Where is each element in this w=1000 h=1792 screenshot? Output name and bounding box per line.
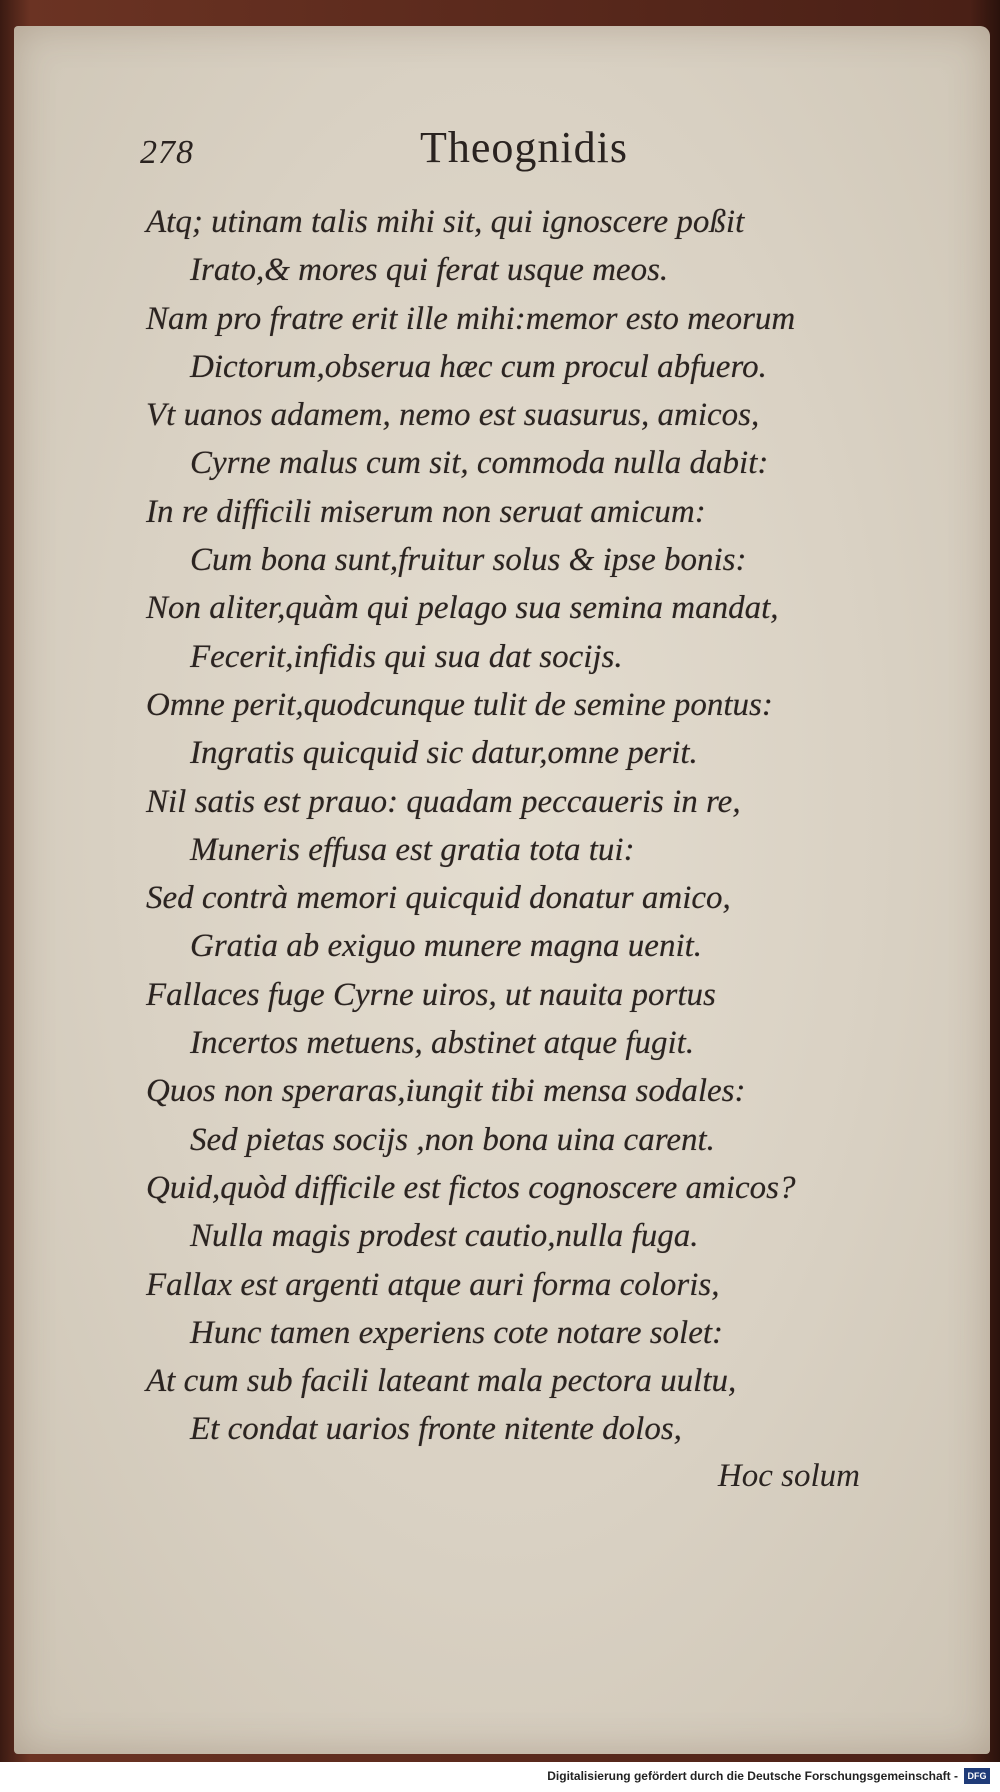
verse-line: Atq; utinam talis mihi sit, qui ignoscere poßit [146, 204, 745, 240]
digitization-footer [0, 1762, 1000, 1792]
verse-line: Gratia ab exiguo munere magna uenit. [190, 928, 703, 965]
page-number: 278 [140, 134, 194, 171]
verse-line: Fecerit,infidis qui sua dat socijs. [190, 638, 623, 675]
verse-line: Cum bona sunt,fruitur solus & ipse bonis: [190, 542, 747, 579]
verse-line: Irato,& mores qui ferat usque meos. [190, 252, 669, 289]
verse-line: Ingratis quicquid sic datur,omne perit. [190, 735, 698, 772]
verse-line: Quid,quòd difficile est fictos cognoscere amicos? [146, 1169, 796, 1206]
verse-line: Omne perit,quodcunque tulit de semine pontus: [146, 686, 773, 723]
verse-line: Cyrne malus cum sit, commoda nulla dabit: [190, 445, 769, 482]
funding-credit: Digitalisierung gefördert durch die Deutsche Forschungsgemeinschaft - [547, 1769, 958, 1783]
verse-line: Fallaces fuge Cyrne uiros, ut nauita portus [146, 976, 716, 1013]
page-header [14, 122, 990, 182]
running-title: Theognidis [420, 123, 628, 172]
book-page [14, 26, 990, 1754]
verse-line: Quos non speraras,iungit tibi mensa sodales: [146, 1073, 746, 1110]
verse-line: Nulla magis prodest cautio,nulla fuga. [190, 1218, 699, 1255]
verse-line: Non aliter,quàm qui pelago sua semina mandat, [146, 590, 779, 627]
verse-line: Incertos metuens, abstinet atque fugit. [190, 1025, 695, 1062]
verse-line: Nam pro fratre erit ille mihi:memor esto meorum [146, 300, 796, 337]
dfg-logo: DFG [964, 1768, 990, 1784]
verse-line: Nil satis est prauo: quadam peccaueris in re, [146, 783, 741, 820]
verse-line: Hunc tamen experiens cote notare solet: [190, 1314, 724, 1351]
verse-line: At cum sub facili lateant mala pectora uultu, [146, 1363, 737, 1400]
verse-block [14, 198, 990, 1454]
verse-line: Sed pietas socijs ,non bona uina carent. [190, 1121, 715, 1158]
catchword: Hoc solum [717, 1458, 860, 1494]
verse-line: Et condat uarios fronte nitente dolos, [190, 1411, 682, 1448]
verse-line: Fallax est argenti atque auri forma coloris, [146, 1266, 720, 1303]
verse-line: Muneris effusa est gratia tota tui: [190, 831, 635, 868]
verse-line: Sed contrà memori quicquid donatur amico, [146, 880, 731, 917]
verse-line: In re difficili miserum non seruat amicum: [146, 493, 706, 530]
verse-line: Vt uanos adamem, nemo est suasurus, amicos, [146, 397, 760, 434]
verse-line: Dictorum,obserua hæc cum procul abfuero. [190, 348, 767, 385]
